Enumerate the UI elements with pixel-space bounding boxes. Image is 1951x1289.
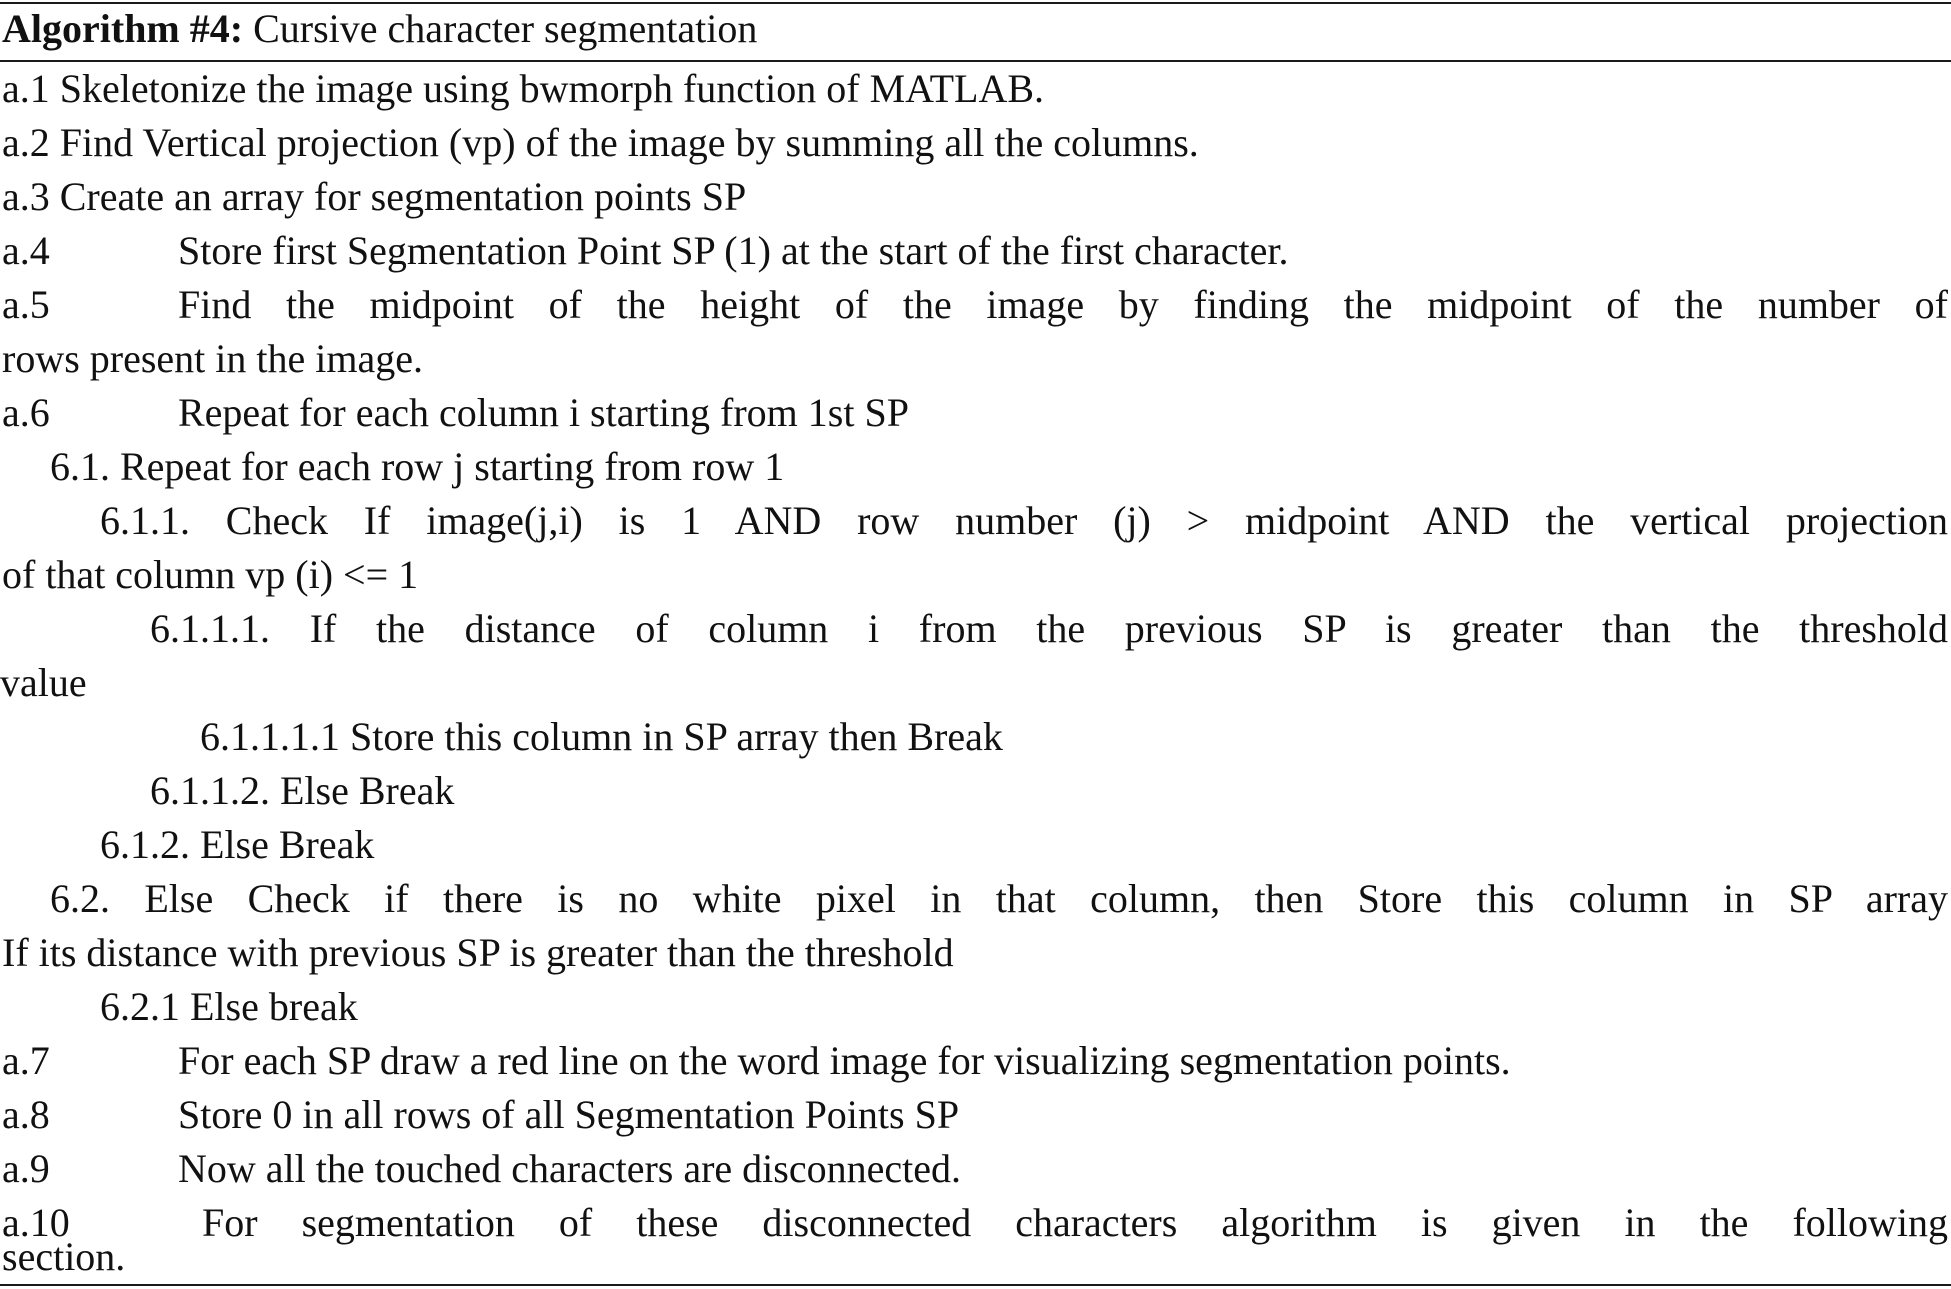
step-text: For segmentation of these disconnected characters algorithm is given in the following [202,1200,1948,1245]
step-text: 6.1.2. Else Break [100,822,375,867]
step-label: a.6 [2,390,50,435]
step-label: a.4 [2,228,50,273]
algorithm-title [2,0,757,58]
step-text: 6.1.1.1.1 Store this column in SP array then Break [200,714,1003,759]
algorithm-number: Algorithm #4: [2,6,244,51]
step-text: a.2 Find Vertical projection (vp) of the image by summing all the columns. [2,120,1199,165]
step-text: a.1 Skeletonize the image using bwmorph function of MATLAB. [2,66,1045,111]
step-text: Repeat for each column i starting from 1st SP [178,390,909,435]
step-label: a.5 [2,282,50,327]
step-text: 6.2. Else Check if there is no white pixel in that column, then Store this column in SP array [50,876,1948,921]
step-label: a.8 [2,1092,50,1137]
step-text: of that column vp (i) <= 1 [2,552,419,597]
step-text: 6.1.1.1. If the distance of column i from the previous SP is greater than the threshold [150,606,1948,651]
step-text: Store 0 in all rows of all Segmentation Points SP [178,1092,960,1137]
step-text: 6.1. Repeat for each row j starting from row 1 [50,444,785,489]
step-text: Store first Segmentation Point SP (1) at the start of the first character. [178,228,1289,273]
step-text: 6.1.1.2. Else Break [150,768,455,813]
step-text: Now all the touched characters are disconnected. [178,1146,961,1191]
bottom-rule [0,1284,1951,1286]
step-text: a.3 Create an array for segmentation points SP [2,174,747,219]
step-text: For each SP draw a red line on the word image for visualizing segmentation points. [178,1038,1511,1083]
algorithm-name: Cursive character segmentation [243,6,758,51]
step-text: 6.1.1. Check If image(j,i) is 1 AND row number (j) > midpoint AND the vertical projection [100,498,1948,543]
step-text: value [0,660,87,705]
step-label: a.9 [2,1146,50,1191]
step-text: section. [2,1234,126,1279]
step-text: Find the midpoint of the height of the image by finding the midpoint of the number of [178,282,1948,327]
step-text: rows present in the image. [2,336,423,381]
step-label: a.7 [2,1038,50,1083]
step-text: 6.2.1 Else break [100,984,358,1029]
step-text: If its distance with previous SP is greater than the threshold [2,930,954,975]
step-label: a.10 [2,1200,70,1245]
